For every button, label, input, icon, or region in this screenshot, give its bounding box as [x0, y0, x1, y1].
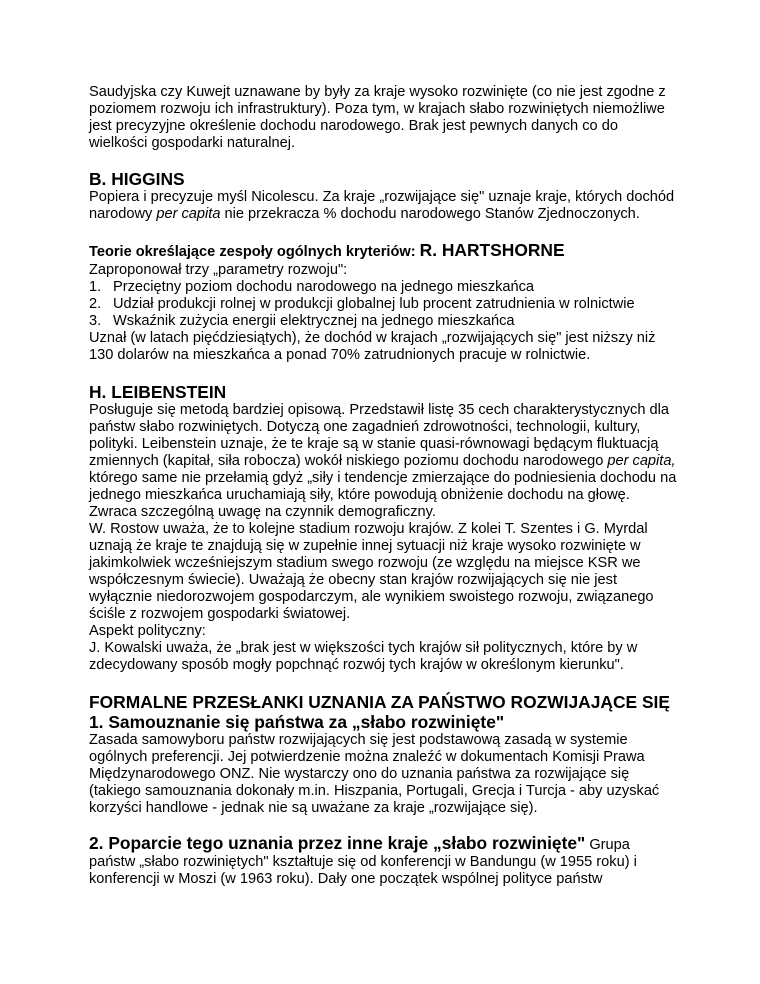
leibenstein-text-1: Posługuje się metodą bardziej opisową. Przedstawił listę 35 cech charakterystycznych dla państw słabo rozwiniętych. Dotyczą one zagadnień zdrowotności, technologii, kultury, polityki. Leibenstein uznaje, że te kraje są w stanie quasi-równowagi będącym fluktuacją zmiennych (kapitał, siła robocza) wokół niskiego poziomu dochodu narodowego [89, 402, 669, 469]
subsection-heading-2: 2. Poparcie tego uznania przez inne kraje „słabo rozwinięte" [89, 833, 586, 853]
hartshorne-name: R. HARTSHORNE [419, 240, 565, 260]
support-text: Grupa państw „słabo rozwiniętych" kształtuje się od konferencji w Bandungu (w 1955 roku) i konferencji w Moszi (w 1963 roku). Dały one początek wspólnej polityce państw [89, 837, 637, 887]
section-heading-higgins: B. HIGGINS [89, 169, 185, 189]
spacer [89, 674, 679, 692]
list-item [89, 279, 679, 296]
leibenstein-text-2: którego same nie przełamią gdyż „siły i tendencje zmierzające do podniesienia dochodu na jednego mieszkańca uruchamiają siły, które powodują obniżenie dochodu na głowę. Zwraca szczególną uwagę na czynnik demograficzny. [89, 470, 677, 520]
hartshorne-intro: Zaproponował trzy „parametry rozwoju": [89, 262, 348, 278]
section-heading-leibenstein: H. LEIBENSTEIN [89, 382, 227, 402]
list-item [89, 296, 679, 313]
list-number: 2. [89, 296, 102, 312]
list-text: Przeciętny poziom dochodu narodowego na jednego mieszkańca [113, 279, 535, 295]
criteria-heading: Teorie określające zespoły ogólnych kryteriów: [89, 244, 420, 260]
list-text: Udział produkcji rolnej w produkcji globalnej lub procent zatrudnienia w rolnictwie [113, 296, 635, 312]
list-text: Wskaźnik zużycia energii elektrycznej na jednego mieszkańca [113, 313, 515, 329]
spacer [89, 223, 679, 240]
political-aspect-label: Aspekt polityczny: [89, 623, 206, 639]
higgins-paragraph [89, 189, 679, 223]
list-item [89, 313, 679, 330]
leibenstein-paragraph [89, 402, 679, 521]
spacer [89, 364, 679, 382]
higgins-text-1: Popiera i precyzuje myśl Nicolescu. Za kraje „rozwijające się" uznaje kraje, których dochód narodowy [89, 189, 675, 222]
section-heading-hartshorne [89, 240, 679, 262]
list-number: 3. [89, 313, 102, 329]
kowalski-paragraph: J. Kowalski uważa, że „brak jest w większości tych krajów sił politycznych, które by w zdecydowany sposób mogły popchnąć rozwój tych krajów w określonym kierunku". [89, 640, 638, 673]
spacer [89, 152, 679, 169]
subsection-heading-1: 1. Samouznanie się państwa za „słabo rozwinięte" [89, 712, 505, 732]
rostow-paragraph: W. Rostow uważa, że to kolejne stadium rozwoju krajów. Z kolei T. Szentes i G. Myrdal uznają że kraje te znajdują się w zupełnie innej sytuacji niż kraje wysoko rozwinięte w jakimkolwiek wcześniejszym stadium swego rozwoju (ze względu na miejsce KSR we współczesnym świecie). Uważają że obecny stan krajów rozwijających się nie jest wyłącznie niedorozwojem gospodarczym, ale wynikiem swoistego rozwoju, związanego ściśle z rozwojem gospodarki światowej. [89, 521, 654, 622]
parameters-list [89, 279, 679, 330]
support-paragraph [89, 835, 679, 888]
section-heading-formal: FORMALNE PRZESŁANKI UZNANIA ZA PAŃSTWO ROZWIJAJĄCE SIĘ [89, 692, 670, 712]
higgins-italic: per capita [156, 206, 221, 222]
hartshorne-conclusion: Uznał (w latach pięćdziesiątych), że dochód w krajach „rozwijających się" jest niższy niż 130 dolarów na mieszkańca a ponad 70% zatrudnionych pracuje w rolnictwie. [89, 330, 656, 363]
self-recognition-paragraph: Zasada samowyboru państw rozwijających się jest podstawową zasadą w systemie ogólnych preferencji. Jej potwierdzenie można znaleźć w dokumentach Komisji Prawa Międzynarodowego ONZ. Nie wystarczy ono do uznania państwa za rozwijające się (takiego samouznania dokonały m.in. Hiszpania, Portugali, Grecja i Turcja - aby uzyskać korzyści handlowe - jednak nie są uważane za kraje „rozwijające się). [89, 732, 660, 816]
list-number: 1. [89, 279, 102, 295]
leibenstein-italic: per capita, [607, 453, 676, 469]
higgins-text-2: nie przekracza % dochodu narodowego Stanów Zjednoczonych. [220, 206, 640, 222]
document-page [89, 84, 679, 888]
intro-paragraph: Saudyjska czy Kuwejt uznawane by były za kraje wysoko rozwinięte (co nie jest zgodne z poziomem rozwoju ich infrastruktury). Poza tym, w krajach słabo rozwiniętych niemożliwe jest precyzyjne określenie dochodu narodowego. Brak jest pewnych danych co do wielkości gospodarki naturalnej. [89, 84, 666, 151]
